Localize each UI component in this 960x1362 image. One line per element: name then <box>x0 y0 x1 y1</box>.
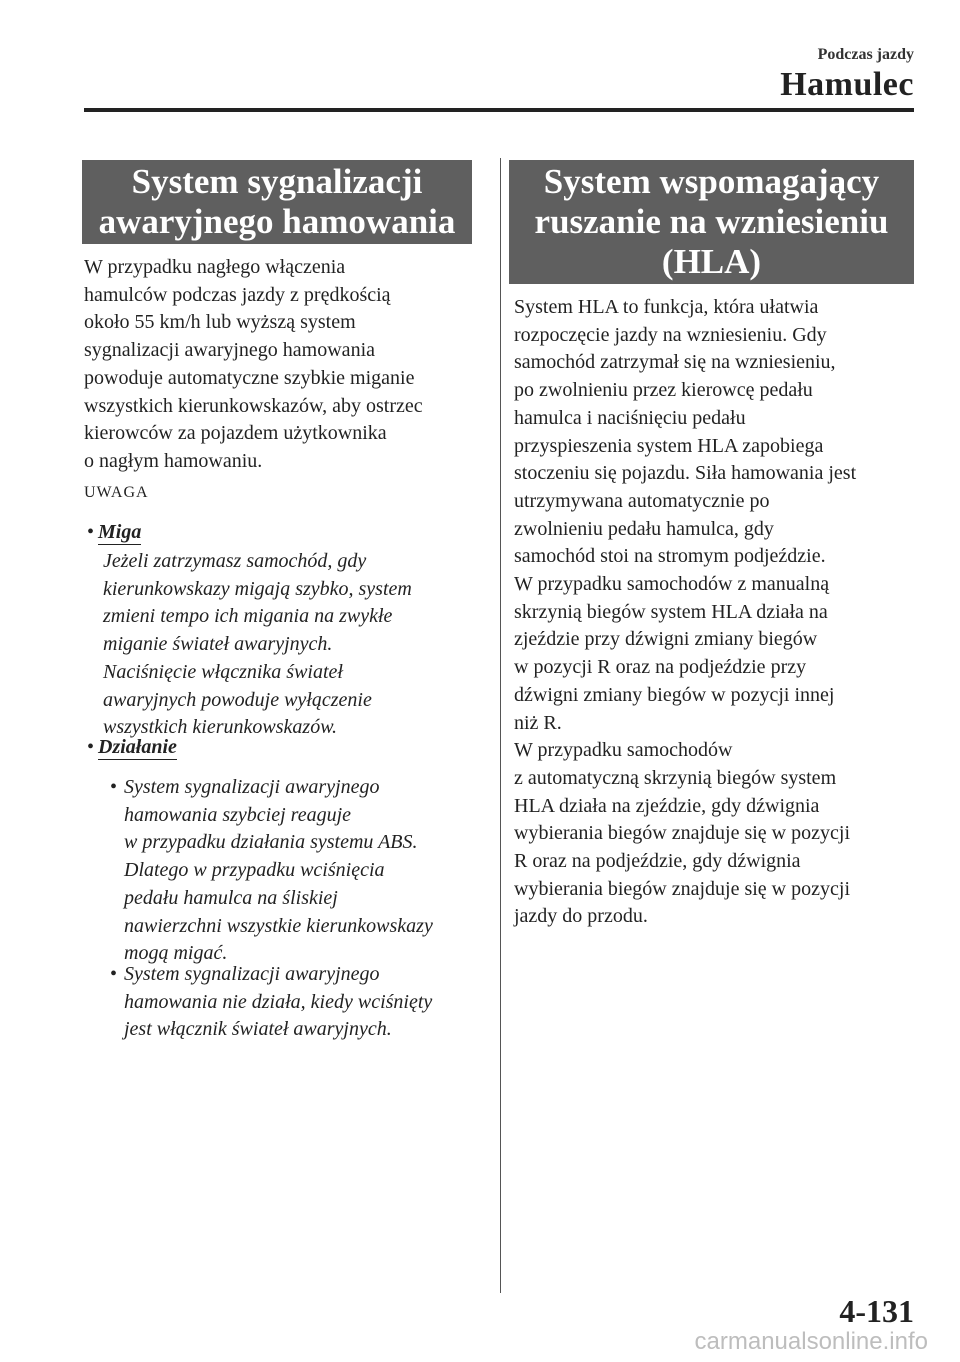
miga-line: zmieni tempo ich migania na zwykłe <box>103 605 393 628</box>
miga-heading: Miga <box>98 521 142 543</box>
header-rule <box>84 108 914 112</box>
right-body-line: skrzynią biegów system HLA działa na <box>514 600 828 623</box>
sub2-line: jest włącznik świateł awaryjnych. <box>124 1018 392 1041</box>
right-body-line: wybierania biegów znajduje się w pozycji <box>514 822 850 845</box>
miga-line: Jeżeli zatrzymasz samochód, gdy <box>103 550 367 572</box>
right-body-line: przyspieszenia system HLA zapobiega <box>514 434 824 457</box>
page-number: 4-131 <box>839 1293 914 1329</box>
right-body-line: zjeździe przy dźwigni zmiany biegów <box>514 628 818 651</box>
left-section-banner <box>82 160 472 244</box>
column-divider <box>500 158 501 1293</box>
miga-line: Naciśnięcie włącznika świateł <box>103 660 343 683</box>
right-body-line: stoczeniu się pojazdu. Siła hamowania jest <box>514 462 857 485</box>
bullet-heading-miga <box>87 521 141 544</box>
sub2-line: hamowania nie działa, kiedy wciśnięty <box>124 990 433 1013</box>
sub1-line: nawierzchni wszystkie kierunkowskazy <box>124 914 433 937</box>
left-body-line: o nagłym hamowaniu. <box>84 449 263 472</box>
sub1-line: Dlatego w przypadku wciśnięcia <box>124 859 385 882</box>
right-body-line: samochód zatrzymał się na wzniesieniu, <box>514 351 836 374</box>
right-body-line: w pozycji R oraz na podjeździe przy <box>514 656 807 679</box>
left-body-line: hamulców podczas jazdy z prędkością <box>84 283 391 306</box>
right-banner-line-2: ruszanie na wzniesieniu <box>534 202 889 241</box>
sub1-line: System sygnalizacji awaryjnego <box>124 776 380 798</box>
dzialanie-heading: Działanie <box>98 736 177 758</box>
right-body-line: z automatyczną skrzynią biegów system <box>514 766 837 789</box>
miga-line: wszystkich kierunkowskazów. <box>103 716 338 739</box>
right-body-line: HLA działa na zjeździe, gdy dźwignia <box>514 794 820 817</box>
sub1-line: w przypadku działania systemu ABS. <box>124 831 418 854</box>
miga-line: kierunkowskazy migają szybko, system <box>103 577 412 600</box>
left-body-line: kierowców za pojazdem użytkownika <box>84 422 387 445</box>
right-body-line: rozpoczęcie jazdy na wzniesieniu. Gdy <box>514 323 827 346</box>
sub1-line: mogą migać. <box>124 942 228 965</box>
right-banner-line-1: System wspomagający <box>543 162 880 201</box>
right-body-line: wybierania biegów znajduje się w pozycji <box>514 877 850 900</box>
left-body-text <box>84 254 479 476</box>
right-body-line: zwolnieniu pedału hamulca, gdy <box>514 517 774 540</box>
right-body-line: W przypadku samochodów <box>514 739 733 762</box>
left-banner-line-1: System sygnalizacji <box>131 162 423 201</box>
watermark: carmanualsonline.info <box>694 1328 928 1355</box>
right-body-line: R oraz na podjeździe, gdy dźwignia <box>514 850 801 873</box>
sub-bullet-hazard <box>110 961 484 1044</box>
sub-bullet-dot: • <box>110 963 118 985</box>
bullet-dot: • <box>87 736 95 758</box>
left-body-line: powoduje automatyczne szybkie miganie <box>84 366 415 389</box>
chapter-title: Podczas jazdy <box>817 46 914 63</box>
left-body-line: wszystkich kierunkowskazów, aby ostrzec <box>84 394 423 417</box>
note-title: UWAGA <box>84 484 149 501</box>
sub1-line: hamowania szybciej reaguje <box>124 803 352 826</box>
miga-line: miganie świateł awaryjnych. <box>103 633 333 656</box>
left-body-line: około 55 km/h lub wyższą system <box>84 311 356 334</box>
miga-text <box>103 548 483 742</box>
miga-line: awaryjnych powoduje wyłączenie <box>103 688 372 711</box>
right-body-line: niż R. <box>514 711 562 734</box>
section-title: Hamulec <box>780 66 914 103</box>
bullet-heading-dzialanie <box>87 736 177 759</box>
left-body-line: sygnalizacji awaryjnego hamowania <box>84 339 375 362</box>
right-banner-line-3: (HLA) <box>661 242 762 281</box>
right-body-text <box>514 294 919 931</box>
right-body-line: jazdy do przodu. <box>514 905 648 928</box>
left-body-line: W przypadku nagłego włączenia <box>84 256 346 278</box>
sub2-line: System sygnalizacji awaryjnego <box>124 963 380 985</box>
right-body-line: hamulca i naciśnięciu pedału <box>514 406 746 429</box>
right-body-line: W przypadku samochodów z manualną <box>514 573 830 596</box>
right-body-line: dźwigni zmiany biegów w pozycji innej <box>514 683 835 706</box>
right-body-line: po zwolnieniu przez kierowcę pedału <box>514 379 813 402</box>
left-banner-line-2: awaryjnego hamowania <box>98 202 456 241</box>
sub-bullet-dot: • <box>110 776 118 798</box>
right-body-line: utrzymywana automatycznie po <box>514 489 770 512</box>
right-section-banner <box>509 160 914 284</box>
sub-bullet-abs <box>110 774 484 968</box>
sub1-line: pedału hamulca na śliskiej <box>124 886 338 909</box>
right-body-line: System HLA to funkcja, która ułatwia <box>514 296 819 318</box>
bullet-dot: • <box>87 521 95 543</box>
right-body-line: samochód stoi na stromym podjeździe. <box>514 545 826 568</box>
